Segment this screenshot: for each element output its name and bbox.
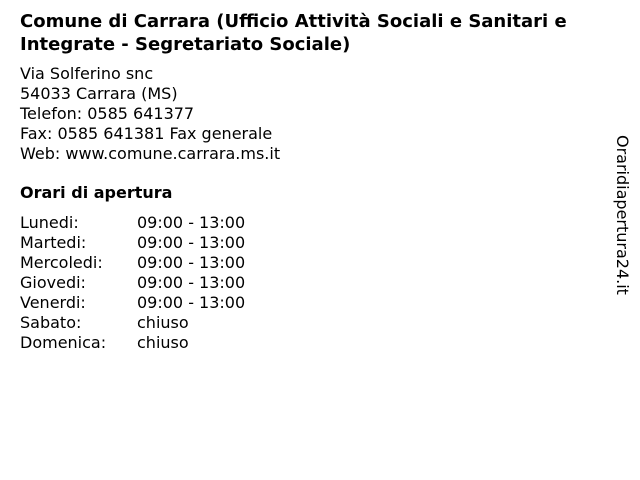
time-value: 09:00 - 13:00 — [137, 293, 246, 312]
day-label: Domenica: — [20, 333, 107, 352]
day-label: Giovedi: — [20, 273, 86, 292]
hours-row-sunday — [20, 333, 245, 353]
hours-row-monday — [20, 213, 245, 233]
street-line: Via Solferino snc — [20, 64, 154, 83]
time-value: 09:00 - 13:00 — [137, 213, 246, 232]
hours-row-friday — [20, 293, 245, 313]
hours-row-wednesday — [20, 253, 245, 273]
day-label: Mercoledi: — [20, 253, 103, 272]
time-value: 09:00 - 13:00 — [137, 233, 246, 252]
hours-row-tuesday — [20, 233, 245, 253]
opening-hours-table — [20, 213, 245, 353]
hours-row-thursday — [20, 273, 245, 293]
time-value: chiuso — [137, 313, 189, 332]
site-watermark: Oraridiapertura24.it — [613, 135, 632, 295]
phone-line: Telefon: 0585 641377 — [20, 104, 195, 123]
page-title: Comune di Carrara (Ufficio Attività Sociali e Sanitari e Integrate - Segretariato Sociale) — [20, 11, 567, 55]
day-label: Venerdi: — [20, 293, 86, 312]
time-value: 09:00 - 13:00 — [137, 273, 246, 292]
web-line: Web: www.comune.carrara.ms.it — [20, 144, 281, 163]
day-label: Martedi: — [20, 233, 87, 252]
city-line: 54033 Carrara (MS) — [20, 84, 178, 103]
day-label: Lunedi: — [20, 213, 79, 232]
day-label: Sabato: — [20, 313, 82, 332]
fax-line: Fax: 0585 641381 Fax generale — [20, 124, 273, 143]
address-block — [20, 64, 280, 164]
time-value: 09:00 - 13:00 — [137, 253, 246, 272]
time-value: chiuso — [137, 333, 189, 352]
opening-hours-heading: Orari di apertura — [20, 183, 173, 202]
hours-row-saturday — [20, 313, 245, 333]
